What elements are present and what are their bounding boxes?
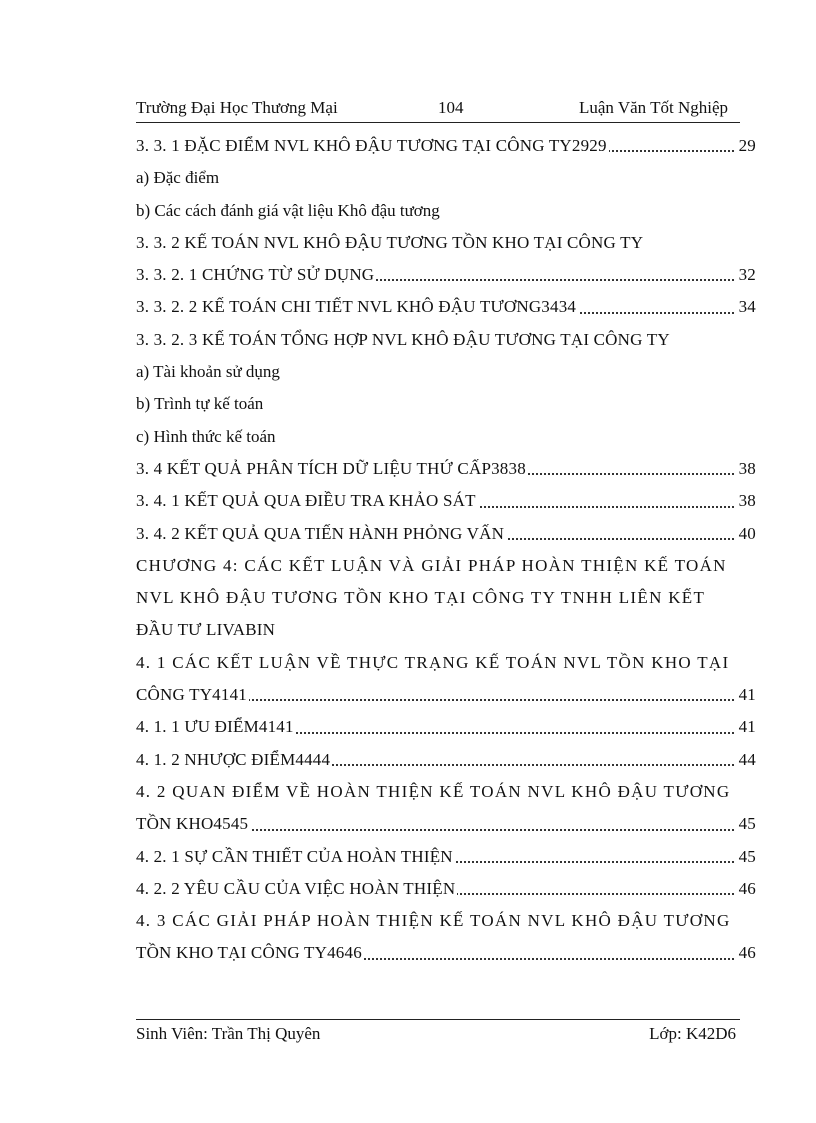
header-page-number: 104 <box>438 98 464 117</box>
toc-entry <box>136 421 756 453</box>
toc-entry-title: 3. 3. 2 KẾ TOÁN NVL KHÔ ĐẬU TƯƠNG TỒN KHO TẠI CÔNG TY <box>136 232 644 252</box>
table-of-contents <box>136 130 756 970</box>
toc-entry <box>136 518 756 550</box>
toc-entry-title: b) Trình tự kế toán <box>136 394 264 414</box>
toc-entry <box>136 388 756 420</box>
toc-entry-title: 3. 4 KẾT QUẢ PHÂN TÍCH DỮ LIỆU THỨ CẤP3838 <box>136 458 526 478</box>
toc-entry-page: 41 <box>738 711 756 743</box>
toc-entry-title: 4. 2. 2 YÊU CẦU CỦA VIỆC HOÀN THIỆN <box>136 878 456 898</box>
toc-entry-title: 3. 3. 2. 2 KẾ TOÁN CHI TIẾT NVL KHÔ ĐẬU TƯƠNG3434 <box>136 297 577 317</box>
toc-entry-title: ĐẦU TƯ LIVABIN <box>136 620 276 640</box>
toc-entry <box>136 195 756 227</box>
footer-student: Sinh Viên: Trần Thị Quyên <box>136 1024 321 1043</box>
toc-entry-page: 29 <box>738 130 756 162</box>
toc-entry-page: 41 <box>738 679 756 711</box>
toc-entry-title: 4. 2. 1 SỰ CẦN THIẾT CỦA HOÀN THIỆN <box>136 846 453 866</box>
toc-entry <box>136 614 756 646</box>
toc-entry-title: 4. 1. 1 ƯU ĐIỂM4141 <box>136 717 294 737</box>
toc-entry-title: 4. 3 CÁC GIẢI PHÁP HOÀN THIỆN KẾ TOÁN NVL KHÔ ĐẬU TƯƠNG <box>136 911 731 931</box>
toc-entry-page: 38 <box>738 453 756 485</box>
toc-entry-title: 3. 3. 1 ĐẶC ĐIỂM NVL KHÔ ĐẬU TƯƠNG TẠI CÔNG TY2929 <box>136 136 607 155</box>
toc-entry <box>136 808 756 840</box>
toc-entry-page: 45 <box>738 808 756 840</box>
toc-entry-title: TỒN KHO TẠI CÔNG TY4646 <box>136 943 362 963</box>
toc-entry-title: 3. 4. 2 KẾT QUẢ QUA TIẾN HÀNH PHỎNG VẤN <box>136 523 505 543</box>
toc-entry <box>136 582 756 614</box>
header-school: Trường Đại Học Thương Mại <box>136 98 338 117</box>
toc-entry-title: 4. 1. 2 NHƯỢC ĐIỂM4444 <box>136 749 331 769</box>
toc-entry-page: 32 <box>738 259 756 291</box>
toc-entry <box>136 679 756 711</box>
toc-entry <box>136 324 756 356</box>
toc-entry-page: 38 <box>738 485 756 517</box>
toc-entry <box>136 841 756 873</box>
toc-entry-page: 45 <box>738 841 756 873</box>
footer-class: Lớp: K42D6 <box>649 1024 736 1043</box>
toc-entry <box>136 227 756 259</box>
toc-entry-title: TỒN KHO4545 <box>136 814 249 834</box>
toc-entry <box>136 291 756 323</box>
toc-entry <box>136 776 756 808</box>
toc-entry-title: 3. 4. 1 KẾT QUẢ QUA ĐIỀU TRA KHẢO SÁT <box>136 491 476 511</box>
toc-entry <box>136 647 756 679</box>
page-header <box>136 96 740 123</box>
toc-entry <box>136 356 756 388</box>
toc-entry <box>136 873 756 905</box>
toc-entry-title: CHƯƠNG 4: CÁC KẾT LUẬN VÀ GIẢI PHÁP HOÀN THIỆN KẾ TOÁN <box>136 555 727 575</box>
toc-entry-title: 3. 3. 2. 3 KẾ TOÁN TỔNG HỢP NVL KHÔ ĐẬU TƯƠNG TẠI CÔNG TY <box>136 329 670 349</box>
toc-entry <box>136 937 756 969</box>
toc-entry <box>136 744 756 776</box>
toc-entry-page: 46 <box>738 873 756 905</box>
toc-entry-title: 4. 1 CÁC KẾT LUẬN VỀ THỰC TRẠNG KẾ TOÁN NVL TỒN KHO TẠI <box>136 652 730 672</box>
toc-entry-page: 44 <box>738 744 756 776</box>
toc-entry <box>136 130 756 162</box>
toc-entry <box>136 453 756 485</box>
toc-entry-page: 46 <box>738 937 756 969</box>
toc-entry-title: 3. 3. 2. 1 CHỨNG TỪ SỬ DỤNG <box>136 265 375 285</box>
toc-entry-title: b) Các cách đánh giá vật liệu Khô đậu tương <box>136 200 440 220</box>
toc-entry <box>136 485 756 517</box>
toc-entry-page: 40 <box>738 518 756 550</box>
toc-entry <box>136 259 756 291</box>
page-footer <box>136 1019 740 1050</box>
header-doc-type: Luận Văn Tốt Nghiệp <box>578 98 728 117</box>
toc-entry <box>136 550 756 582</box>
toc-entry-title: CÔNG TY4141 <box>136 685 247 705</box>
toc-entry-title: a) Tài khoản sử dụng <box>136 362 280 382</box>
toc-entry-title: a) Đặc điểm <box>136 168 220 188</box>
toc-entry-title: c) Hình thức kế toán <box>136 426 276 446</box>
toc-entry-page: 34 <box>738 291 756 323</box>
toc-entry-title: 4. 2 QUAN ĐIỂM VỀ HOÀN THIỆN KẾ TOÁN NVL KHÔ ĐẬU TƯƠNG <box>136 781 731 801</box>
toc-entry <box>136 162 756 194</box>
toc-entry <box>136 905 756 937</box>
toc-entry <box>136 711 756 743</box>
toc-entry-title: NVL KHÔ ĐẬU TƯƠNG TỒN KHO TẠI CÔNG TY TNHH LIÊN KẾT <box>136 588 706 608</box>
